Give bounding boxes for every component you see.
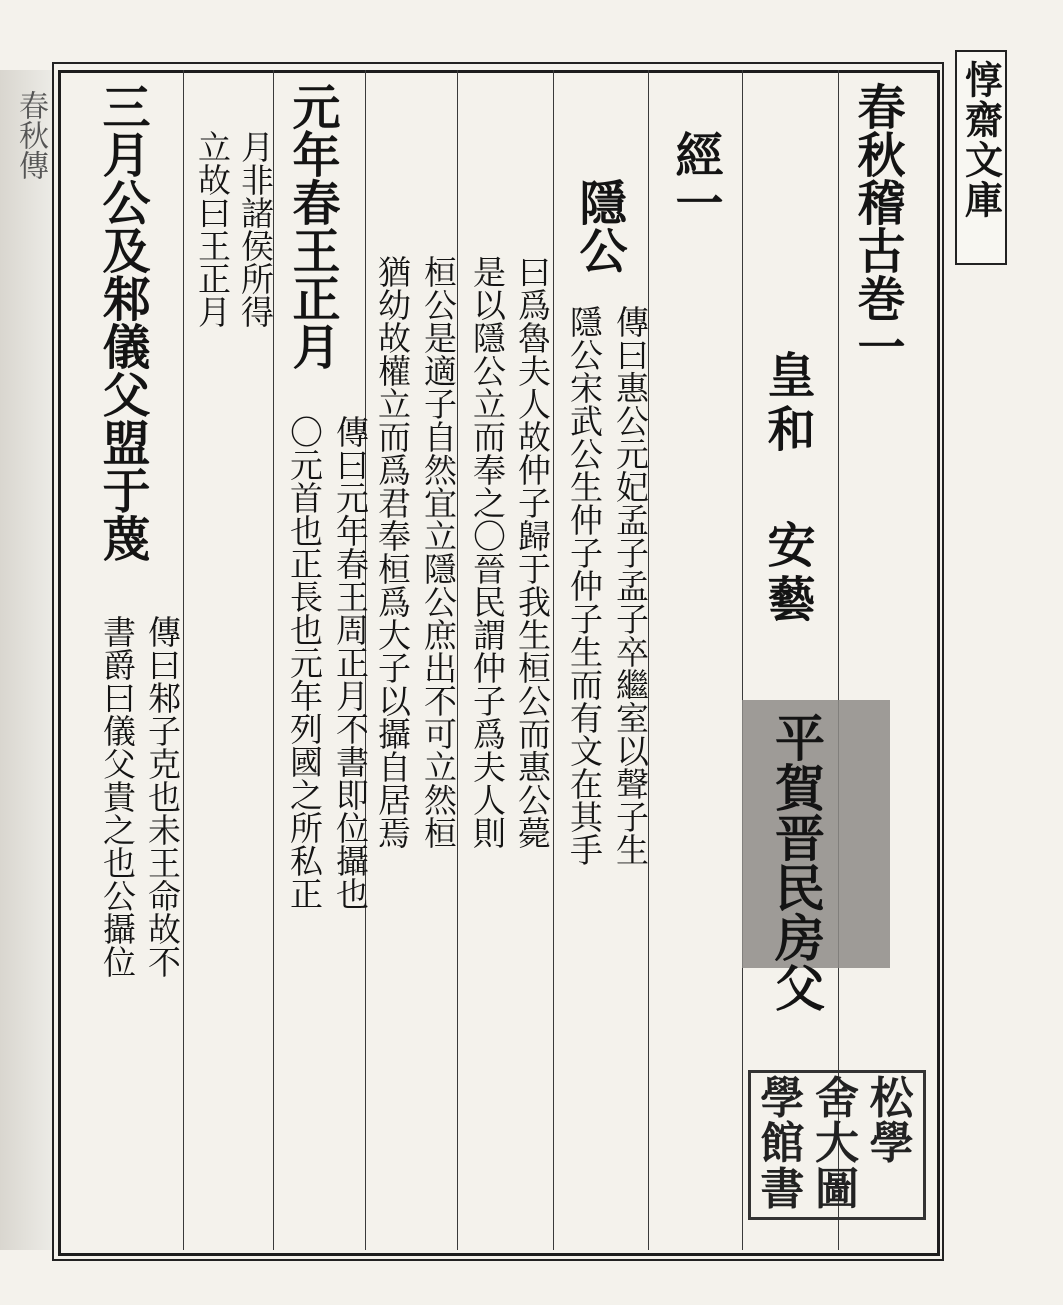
seal-char: 學 [760, 1073, 805, 1124]
book-title: 春秋稽古巻一 [849, 82, 905, 370]
author-name: 平賀晋民房父 [767, 712, 826, 1012]
seal-char: 書 [760, 1163, 805, 1215]
entry-heading: 元年春王正月 [284, 82, 340, 370]
adjacent-page-text: 春秋傳 [13, 90, 48, 180]
lord-heading: 隱公 [571, 178, 627, 274]
note-line: 月非諸侯所得 [236, 130, 275, 328]
seal-char: 圖 [814, 1163, 859, 1215]
commentary-line: 是以隱公立而奉之〇晉民謂仲子爲夫人則 [468, 255, 507, 849]
commentary-line: 傳曰元年春王周正月不書即位攝也 [331, 415, 370, 910]
seal-char: 大 [814, 1118, 859, 1170]
entry-heading: 三月公及邾儀父盟于蔑 [94, 82, 150, 562]
commentary-line: 隱公宋武公生仲子仲子生而有文在其手 [565, 305, 604, 866]
commentary-line: 桓公是適子自然宜立隱公庶出不可立然桓 [419, 255, 458, 849]
commentary-line: 傳曰惠公元妃孟子孟子卒繼室以聲子生 [611, 305, 650, 866]
seal-char: 學 [869, 1118, 914, 1170]
commentary-line: 書爵曰儀父貴之也公攝位 [98, 615, 137, 978]
commentary-line: 〇元首也正長也元年列國之所私正 [285, 415, 324, 910]
author-line: 皇和 安藝 [759, 350, 815, 628]
library-seal [748, 1070, 926, 1220]
column-rule [742, 70, 743, 1250]
seal-char: 館 [760, 1118, 805, 1170]
commentary-line: 猶幼故權立而爲君奉桓爲大子以攝自居焉 [373, 255, 412, 849]
library-label-text: 惇齋文庫 [958, 60, 1004, 220]
section-heading: 經一 [667, 130, 723, 226]
commentary-line: 曰爲魯夫人故仲子歸于我生桓公而惠公薨 [513, 255, 552, 849]
seal-char: 松 [869, 1073, 914, 1124]
seal-char: 舍 [814, 1073, 859, 1124]
library-label [955, 50, 1007, 265]
adjacent-page-edge [0, 70, 52, 1250]
note-line: 立故曰王正月 [193, 130, 232, 328]
commentary-line: 傳曰邾子克也未王命故不 [143, 615, 182, 978]
